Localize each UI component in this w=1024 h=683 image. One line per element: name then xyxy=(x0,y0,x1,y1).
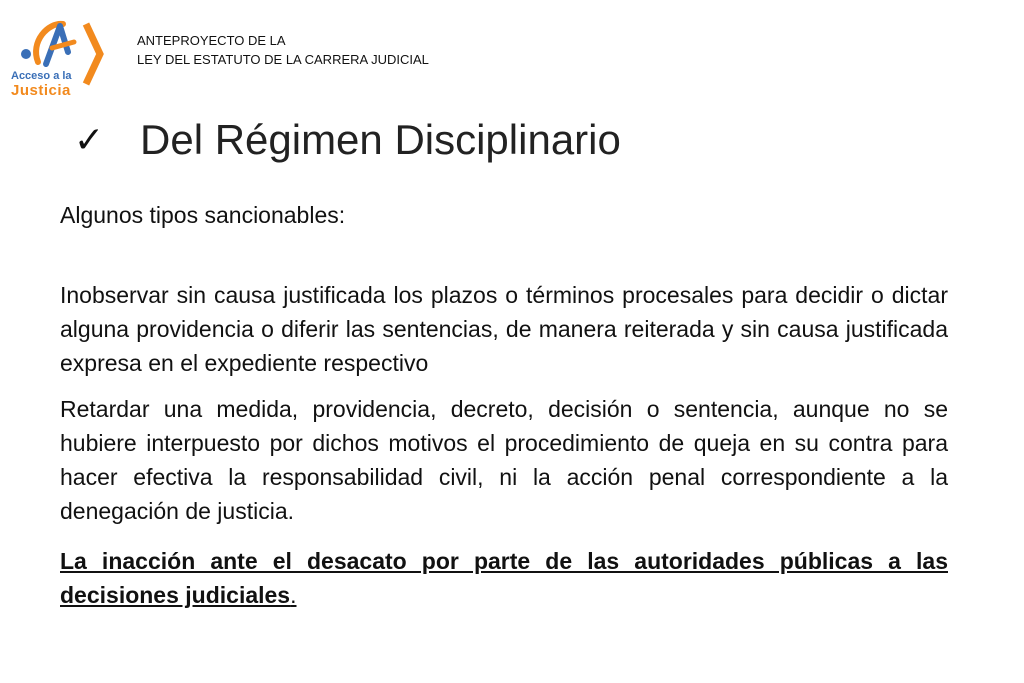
logo-text-acceso: Acceso a la xyxy=(11,70,72,82)
paragraph-1: Inobservar sin causa justificada los plazos o términos procesales para decidir o dictar alguna providencia o diferir las sentencias, de manera reiterada y sin causa justificada expresa en el expediente respectivo xyxy=(60,282,948,376)
paragraph-3-end: . xyxy=(290,582,297,608)
paragraph-2: Retardar una medida, providencia, decreto, decisión o sentencia, aunque no se hubiere interpuesto por dichos motivos el procedimiento de queja en su contra para hacer efectiva la responsabilidad civil, ni la acción penal correspondiente a la denegación de justicia. xyxy=(60,396,948,524)
header-line-2: LEY DEL ESTATUTO DE LA CARRERA JUDICIAL xyxy=(137,52,429,67)
checkmark-icon: ✓ xyxy=(74,119,105,160)
title-row xyxy=(74,116,621,164)
subtitle: Algunos tipos sancionables: xyxy=(60,202,346,228)
header-line-1: ANTEPROYECTO DE LA xyxy=(137,33,286,48)
paragraph-3-text: La inacción ante el desacato por parte de las autoridades públicas a las decisiones judiciales xyxy=(60,548,948,608)
slide-content xyxy=(60,198,948,612)
page-title: Del Régimen Disciplinario xyxy=(140,116,621,163)
logo-text-justicia: Justicia xyxy=(11,82,71,99)
acceso-a-la-justicia-logo xyxy=(8,12,108,102)
paragraph-3 xyxy=(60,544,948,612)
